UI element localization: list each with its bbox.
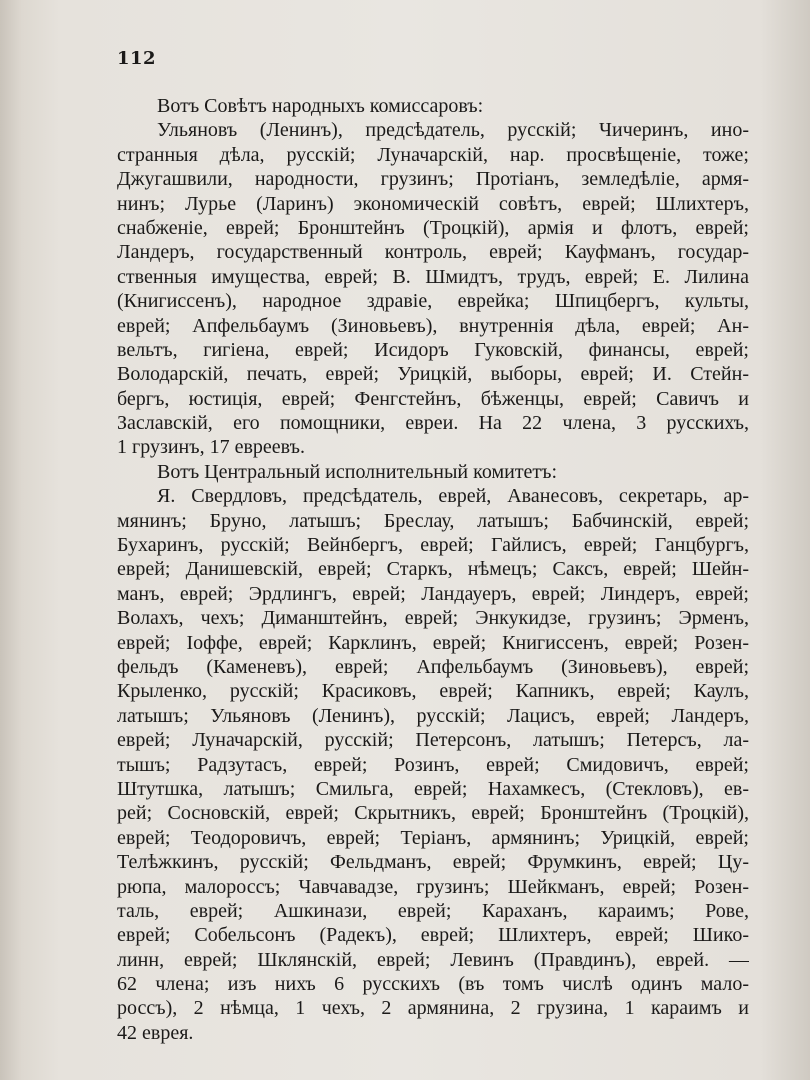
text-line: россъ), 2 нѣмца, 1 чехъ, 2 армянина, 2 грузина, 1 караимъ и xyxy=(117,997,749,1020)
text-line: мянинъ; Бруно, латышъ; Бреслау, латышъ; Бабчинскій, еврей; xyxy=(117,509,749,532)
text-line: Ландеръ, государственный контроль, еврей; Кауфманъ, государ- xyxy=(117,241,749,264)
text-line: Вотъ Совѣтъ народныхъ комиссаровъ: xyxy=(157,95,484,117)
text-line: Заславскій, его помощники, евреи. На 22 члена, 3 русскихъ, xyxy=(117,412,749,435)
text-line: Джугашвили, народности, грузинъ; Протіанъ, земледѣліе, армя- xyxy=(117,168,749,191)
text-line: еврей; Теодоровичъ, еврей; Теріанъ, армянинъ; Урицкій, еврей; xyxy=(117,826,749,849)
text-line: Бухаринъ, русскій; Вейнбергъ, еврей; Гайлисъ, еврей; Ганцбургъ, xyxy=(117,534,749,557)
text-line: (Книгиссенъ), народное здравіе, еврейка; Шпицбергъ, культы, xyxy=(117,290,749,313)
text-line: 1 грузинъ, 17 евреевъ. xyxy=(117,436,305,459)
text-line: 62 члена; изъ нихъ 6 русскихъ (въ томъ числѣ одинъ мало- xyxy=(117,973,749,996)
text-line: фельдъ (Каменевъ), еврей; Апфельбаумъ (Зиновьевъ), еврей; xyxy=(117,655,749,678)
text-line: еврей; Апфельбаумъ (Зиновьевъ), внутреннія дѣла, еврей; Ан- xyxy=(117,314,749,337)
text-line: линн, еврей; Шклянскій, еврей; Левинъ (Правдинъ), еврей. — xyxy=(117,948,749,971)
text-line: Ульяновъ (Ленинъ), предсѣдатель, русскій; Чичеринъ, ино- xyxy=(157,119,749,142)
text-line: ственныя имущества, еврей; В. Шмидтъ, трудъ, еврей; Е. Лилина xyxy=(117,265,749,288)
text-line: еврей; Данишевскій, еврей; Старкъ, нѣмецъ; Саксъ, еврей; Шейн- xyxy=(117,558,749,581)
text-line: странныя дѣла, русскій; Луначарскій, нар. просвѣщеніе, тоже; xyxy=(117,143,749,166)
text-line: манъ, еврей; Эрдлингъ, еврей; Ландауеръ, еврей; Линдеръ, еврей; xyxy=(117,582,749,605)
text-line: еврей; Собельсонъ (Радекъ), еврей; Шлихтеръ, еврей; Шико- xyxy=(117,924,749,947)
text-line: рюпа, малороссъ; Чавчавадзе, грузинъ; Шейкманъ, еврей; Розен- xyxy=(117,875,749,898)
text-line: Володарскій, печать, еврей; Урицкій, выборы, еврей; И. Стейн- xyxy=(117,363,749,386)
text-section xyxy=(117,460,749,1045)
text-line: Крыленко, русскій; Красиковъ, еврей; Капникъ, еврей; Каулъ, xyxy=(117,680,749,703)
text-line: Телѣжкинъ, русскій; Фельдманъ, еврей; Фрумкинъ, еврей; Цу- xyxy=(117,851,749,874)
page-body-text xyxy=(117,94,749,1045)
text-line: бергъ, юстиція, еврей; Фенгстейнъ, бѣженцы, еврей; Савичъ и xyxy=(117,387,749,410)
text-line: еврей; Луначарскій, русскій; Петерсонъ, латышъ; Петерсъ, ла- xyxy=(117,729,749,752)
text-section xyxy=(117,94,749,460)
text-line: снабженіе, еврей; Бронштейнъ (Троцкій), армія и флотъ, еврей; xyxy=(117,216,749,239)
text-line: тышъ; Радзутасъ, еврей; Розинъ, еврей; Смидовичъ, еврей; xyxy=(117,753,749,776)
text-line: вельтъ, гигіена, еврей; Исидоръ Гуковскій, финансы, еврей; xyxy=(117,338,749,361)
text-line: Вотъ Центральный исполнительный комитетъ: xyxy=(157,460,558,483)
text-line: латышъ; Ульяновъ (Ленинъ), русскій; Лацисъ, еврей; Ландеръ, xyxy=(117,704,749,727)
text-line: нинъ; Лурье (Ларинъ) экономическій совѣтъ, еврей; Шлихтеръ, xyxy=(117,192,749,215)
text-line: таль, еврей; Ашкинази, еврей; Караханъ, караимъ; Рове, xyxy=(117,899,749,922)
text-line: Я. Свердловъ, предсѣдатель, еврей, Аванесовъ, секретарь, ар- xyxy=(157,485,749,508)
text-line: Штутшка, латышъ; Смильга, еврей; Нахамкесъ, (Стекловъ), ев- xyxy=(117,777,749,800)
text-line: еврей; Іоффе, еврей; Карклинъ, еврей; Книгиссенъ, еврей; Розен- xyxy=(117,631,749,654)
text-line: рей; Сосновскій, еврей; Скрытникъ, еврей; Бронштейнъ (Троцкій), xyxy=(117,802,749,825)
text-line: Волахъ, чехъ; Диманштейнъ, еврей; Энкукидзе, грузинъ; Эрменъ, xyxy=(117,607,749,630)
text-line: 42 еврея. xyxy=(117,1021,194,1044)
page-number: 112 xyxy=(117,48,157,69)
